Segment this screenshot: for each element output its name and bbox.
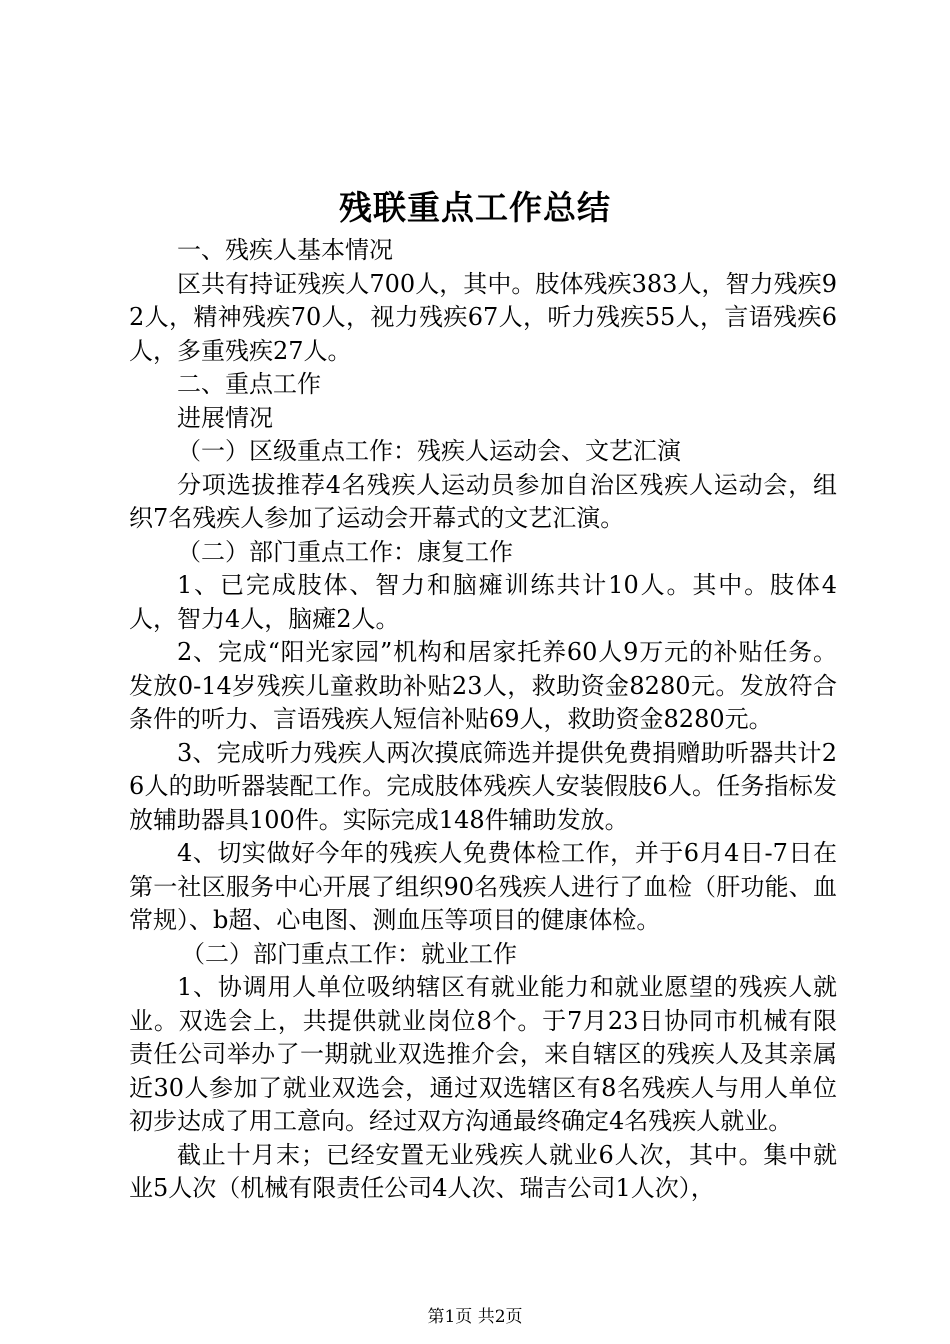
page-footer: 第1页 共2页 xyxy=(427,1307,523,1327)
subheading: 进展情况 xyxy=(177,403,273,432)
paragraph: 1、已完成肢体、智力和脑瘫训练共计10人。其中。肢体4人，智力4人，脑瘫2人。 xyxy=(129,571,837,633)
paragraph: 4、切实做好今年的残疾人免费体检工作，并于6月4日-7日在第一社区服务中心开展了组织90名残疾人进行了血检（肝功能、血常规）、b超、心电图、测血压等项目的健康体检。 xyxy=(129,839,837,934)
paragraph: 截止十月末；已经安置无业残疾人就业6人次，其中。集中就业5人次（机械有限责任公司4人次、瑞吉公司1人次）， xyxy=(129,1140,837,1202)
paragraph: 区共有持证残疾人700人，其中。肢体残疾383人，智力残疾92人，精神残疾70人，视力残疾67人，听力残疾55人，言语残疾6人，多重残疾27人。 xyxy=(129,269,837,365)
paragraph: 3、完成听力残疾人两次摸底筛选并提供免费捐赠助听器共计26人的助听器装配工作。完成肢体残疾人安装假肢6人。任务指标发放辅助器具100件。实际完成148件辅助发放。 xyxy=(129,738,837,834)
subheading: （二）部门重点工作：就业工作 xyxy=(181,939,517,968)
paragraph: 分项选拔推荐4名残疾人运动员参加自治区残疾人运动会，组织7名残疾人参加了运动会开幕式的文艺汇演。 xyxy=(129,470,837,532)
subheading: （二）部门重点工作：康复工作 xyxy=(177,537,513,566)
section-heading: 二、重点工作 xyxy=(177,370,321,398)
document-body xyxy=(129,234,837,1206)
subheading: （一）区级重点工作：残疾人运动会、文艺汇演 xyxy=(177,437,681,465)
paragraph: 2、完成“阳光家园”机构和居家托养60人9万元的补贴任务。发放0-14岁残疾儿童救助补贴23人，救助资金8280元。发放符合条件的听力、言语残疾人短信补贴69人，救助资金8280元。 xyxy=(129,638,837,733)
paragraph: 1、协调用人单位吸纳辖区有就业能力和就业愿望的残疾人就业。双选会上，共提供就业岗位8个。于7月23日协同市机械有限责任公司举办了一期就业双选推介会，来自辖区的残疾人及其亲属近30人参加了就业双选会，通过双选辖区有8名残疾人与用人单位初步达成了用工意向。经过双方沟通最终确定4名残疾人就业。 xyxy=(129,973,837,1135)
document-title: 残联重点工作总结 xyxy=(339,188,611,227)
section-heading: 一、残疾人基本情况 xyxy=(177,236,393,264)
